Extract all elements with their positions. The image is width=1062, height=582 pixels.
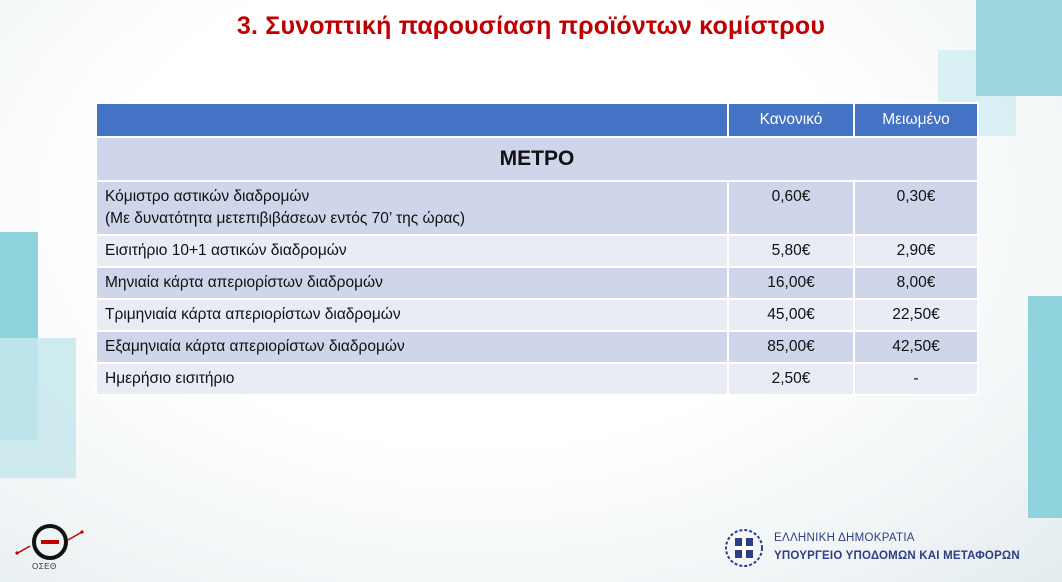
header-cell-reduced: Μειωμένο	[854, 103, 978, 137]
row-reduced-price: 2,90€	[854, 235, 978, 267]
slide-title: 3. Συνοπτική παρουσίαση προϊόντων κομίστρου	[236, 12, 826, 40]
row-label: Εξαμηνιαία κάρτα απεριορίστων διαδρομών	[96, 331, 728, 363]
fare-table	[95, 102, 979, 396]
ministry-logo	[724, 528, 1054, 568]
oseth-logo	[14, 520, 86, 576]
oseth-emblem-icon	[14, 520, 86, 564]
row-reduced-price: -	[854, 363, 978, 395]
row-label: Μηνιαία κάρτα απεριορίστων διαδρομών	[96, 267, 728, 299]
row-regular-price: 16,00€	[728, 267, 854, 299]
decor-block-right	[1028, 296, 1062, 518]
row-regular-price: 85,00€	[728, 331, 854, 363]
row-reduced-price: 42,50€	[854, 331, 978, 363]
row-label	[96, 181, 728, 235]
header-cell-regular: Κανονικό	[728, 103, 854, 137]
ministry-line2: ΥΠΟΥΡΓΕΙΟ ΥΠΟΔΟΜΩΝ ΚΑΙ ΜΕΤΑΦΟΡΩΝ	[774, 550, 1020, 562]
table-row	[96, 363, 978, 395]
greek-coat-of-arms-icon	[724, 528, 764, 568]
row-label-line1: Κόμιστρο αστικών διαδρομών	[105, 188, 310, 205]
row-regular-price: 5,80€	[728, 235, 854, 267]
row-label: Εισιτήριο 10+1 αστικών διαδρομών	[96, 235, 728, 267]
table-row	[96, 267, 978, 299]
table-row	[96, 181, 978, 235]
row-reduced-price: 0,30€	[854, 181, 978, 235]
header-cell-label	[96, 103, 728, 137]
table-row	[96, 299, 978, 331]
row-label: Ημερήσιο εισιτήριο	[96, 363, 728, 395]
row-label-line2: (Με δυνατότητα μετεπιβιβάσεων εντός 70’ της ώρας)	[105, 210, 466, 227]
oseth-caption: ΟΣΕΘ	[32, 562, 57, 571]
table-row	[96, 331, 978, 363]
row-reduced-price: 22,50€	[854, 299, 978, 331]
section-title: ΜΕΤΡΟ	[96, 137, 978, 181]
row-regular-price: 0,60€	[728, 181, 854, 235]
row-reduced-price: 8,00€	[854, 267, 978, 299]
table-row	[96, 235, 978, 267]
row-regular-price: 2,50€	[728, 363, 854, 395]
table-header-row	[96, 103, 978, 137]
decor-block-left-light	[0, 338, 76, 478]
ministry-line1: ΕΛΛΗΝΙΚΗ ΔΗΜΟΚΡΑΤΙΑ	[774, 532, 915, 544]
row-regular-price: 45,00€	[728, 299, 854, 331]
section-row	[96, 137, 978, 181]
row-label: Τριμηνιαία κάρτα απεριορίστων διαδρομών	[96, 299, 728, 331]
